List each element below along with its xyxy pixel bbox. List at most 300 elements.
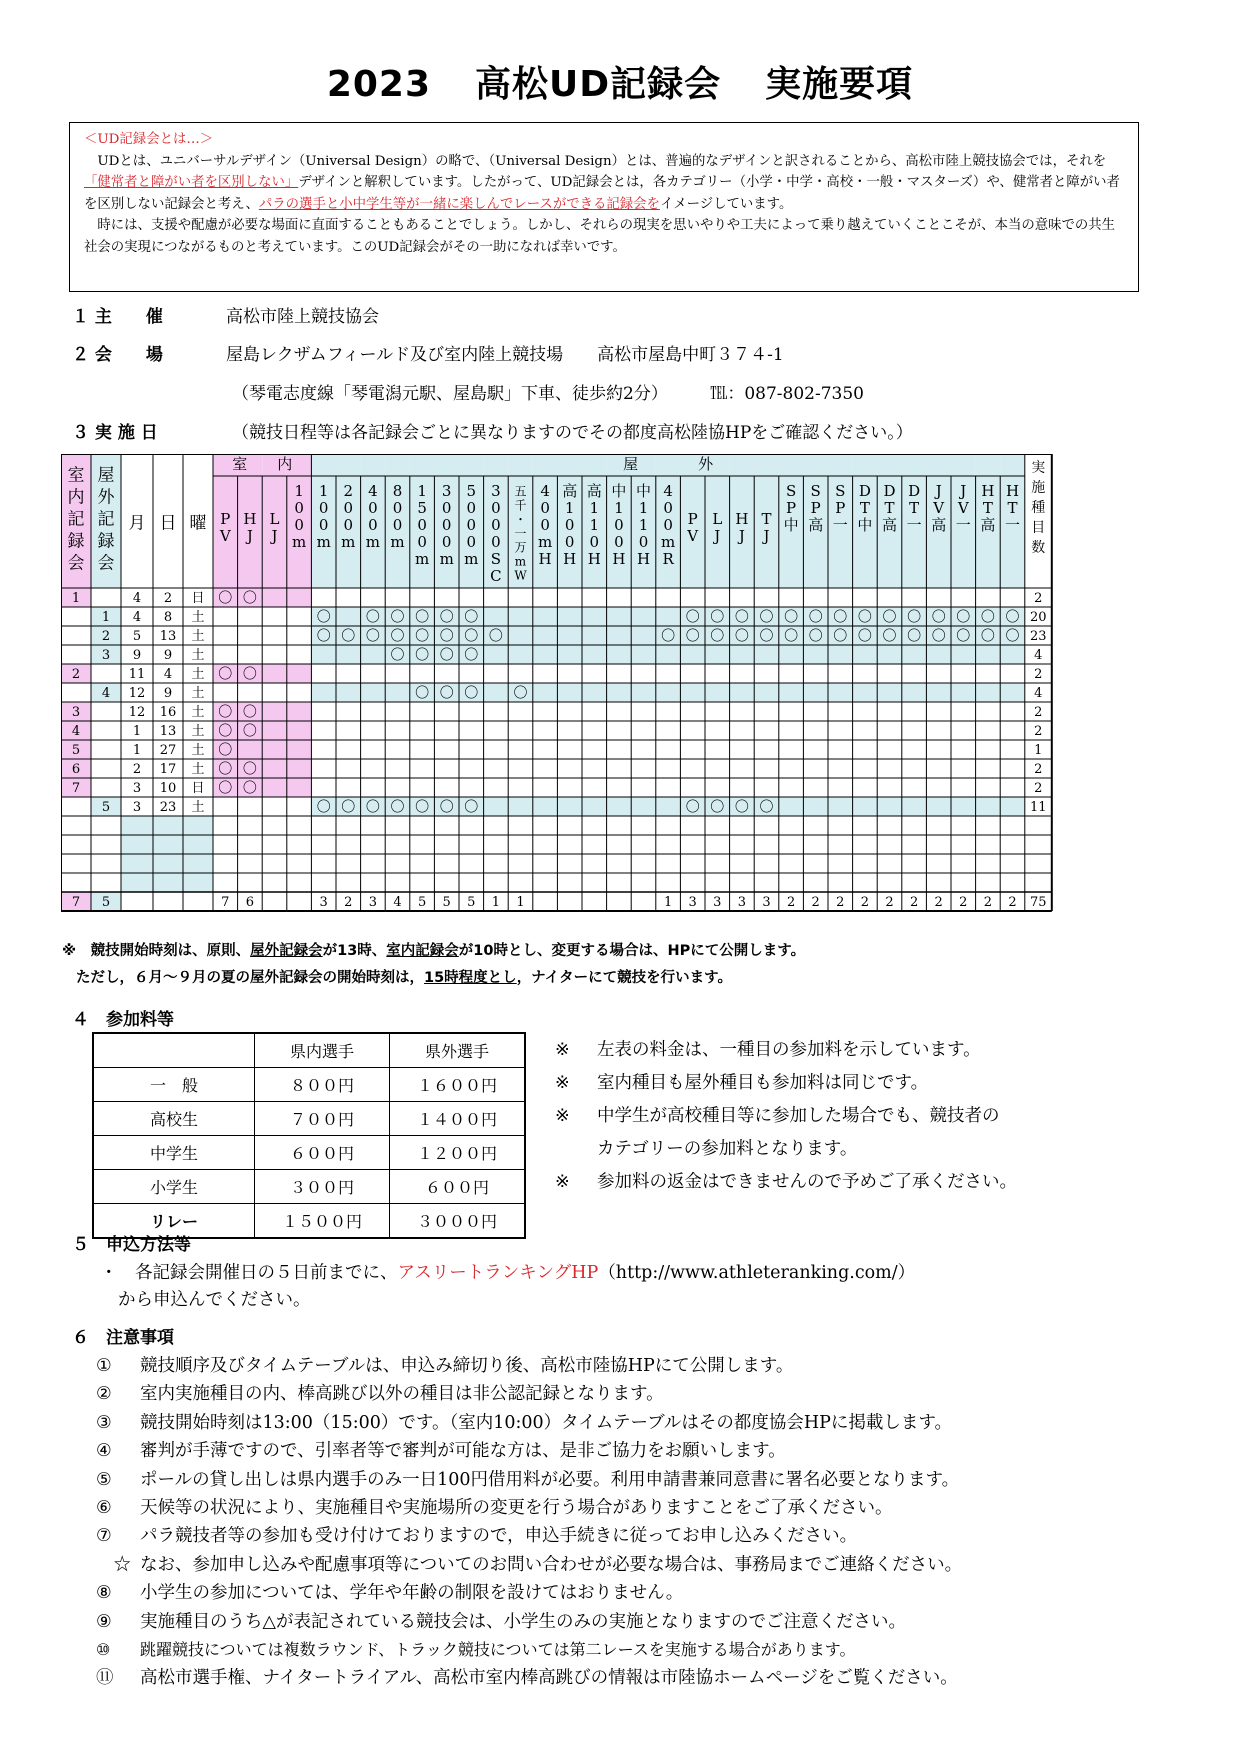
header-char: J	[935, 482, 942, 500]
caution-item	[96, 1352, 962, 1380]
header-char: 0	[318, 499, 329, 517]
header-char: H	[1005, 482, 1020, 500]
section-1-label: １ 主 催	[72, 307, 163, 327]
row-weekday: 土	[191, 667, 205, 682]
fee-header-blank	[93, 1033, 255, 1068]
row-weekday: 土	[191, 743, 205, 758]
indoor-row-bg	[262, 702, 287, 721]
header-event	[219, 510, 232, 545]
event-mark: 〇	[218, 761, 233, 778]
outdoor-row-bg	[557, 797, 582, 816]
event-mark: 〇	[710, 628, 725, 645]
row-outdoor-meet: 5	[101, 800, 111, 815]
row-weekday: 土	[191, 610, 205, 625]
outdoor-row-bg	[484, 607, 509, 626]
schedule-grid	[61, 454, 1157, 926]
row-weekday: 土	[191, 724, 205, 739]
caution-text: 審判が手薄ですので、引率者等で審判が可能な方は、是非ご協力をお願いします。	[140, 1441, 786, 1462]
outdoor-row-bg	[656, 683, 681, 702]
event-mark: 〇	[218, 723, 233, 740]
row-weekday: 土	[191, 686, 205, 701]
event-mark: 〇	[242, 590, 257, 607]
outdoor-row-bg	[607, 607, 632, 626]
event-mark: 〇	[242, 723, 257, 740]
fee-row	[93, 1170, 525, 1204]
total-event-count: 2	[344, 895, 353, 910]
outdoor-row-bg	[705, 683, 730, 702]
row-weekday: 土	[191, 800, 205, 815]
header-char: 0	[564, 516, 575, 534]
fee-header-row	[93, 1033, 525, 1068]
outdoor-row-bg	[582, 626, 607, 645]
row-total: 4	[1034, 648, 1043, 663]
outdoor-row-bg	[361, 683, 386, 702]
header-char: 4	[368, 482, 378, 500]
header-char: 0	[466, 533, 477, 551]
header-char: T	[1007, 499, 1018, 517]
total-event-count: 5	[467, 895, 476, 910]
header-char: 0	[392, 516, 403, 534]
header-char: C	[490, 567, 502, 585]
caution-text: 小学生の参加については、学年や年齢の制限を設けてはおりません。	[140, 1583, 684, 1604]
header-indoor-group: 室 内	[232, 455, 293, 473]
indoor-row-bg	[287, 702, 312, 721]
row-total: 11	[1030, 800, 1047, 815]
header-char: W	[514, 568, 527, 583]
fee-header-out: 県外選手	[390, 1033, 526, 1068]
header-char: 種	[1031, 500, 1046, 516]
note-mark: ※	[555, 1073, 570, 1093]
outdoor-row-bg	[877, 797, 902, 816]
outdoor-row-bg	[705, 645, 730, 664]
outdoor-row-bg	[508, 797, 533, 816]
event-mark: 〇	[488, 628, 503, 645]
header-char: 0	[441, 499, 452, 517]
outdoor-row-bg	[1000, 797, 1025, 816]
indoor-row-bg	[238, 740, 263, 759]
row-month: 12	[128, 705, 146, 720]
fee-in: ６００円	[255, 1136, 390, 1170]
total-event-count: 1	[516, 895, 525, 910]
event-mark: 〇	[242, 761, 257, 778]
row-total: 2	[1034, 705, 1043, 720]
header-char: J	[271, 527, 278, 545]
outdoor-row-bg	[484, 797, 509, 816]
event-mark: 〇	[242, 704, 257, 721]
event-mark: 〇	[734, 628, 749, 645]
event-mark: 〇	[882, 628, 897, 645]
caution-text: 高松市選手権、ナイタートライアル、高松市室内棒高跳びの情報は市陸協ホームページをご覧ください。	[140, 1668, 958, 1689]
event-mark: 〇	[365, 799, 380, 816]
total-event-count: 6	[245, 895, 255, 910]
fee-note-3b	[555, 1133, 1017, 1166]
event-mark: 〇	[734, 609, 749, 626]
header-char: H	[981, 482, 995, 500]
row-day: 2	[163, 591, 173, 606]
event-mark: 〇	[882, 609, 897, 626]
header-char: 一	[832, 516, 848, 534]
fee-row	[93, 1068, 525, 1102]
fee-in: １５００円	[255, 1204, 390, 1239]
outdoor-row-bg	[631, 683, 656, 702]
event-mark: 〇	[341, 628, 356, 645]
outdoor-row-bg	[803, 645, 828, 664]
header-char: 内	[67, 487, 85, 508]
header-char: P	[687, 510, 698, 528]
caution-item	[96, 1636, 962, 1664]
event-mark: 〇	[390, 799, 405, 816]
outdoor-row-bg	[803, 797, 828, 816]
intro-heading: ＜UD記録会とは…＞	[84, 132, 214, 147]
athleteranking-link[interactable]: アスリートランキングHP	[397, 1263, 599, 1283]
event-mark: 〇	[415, 628, 430, 645]
header-char: m	[365, 533, 381, 551]
header-char: m	[291, 533, 307, 551]
fee-row	[93, 1136, 525, 1170]
total-event-count: 2	[909, 895, 919, 910]
header-total	[1031, 460, 1045, 556]
header-char: D	[858, 482, 871, 500]
header-char: H	[243, 510, 257, 528]
header-char: m	[316, 533, 331, 551]
outdoor-row-bg	[828, 797, 853, 816]
caution-item	[96, 1522, 962, 1550]
event-mark: 〇	[242, 666, 257, 683]
event-mark: 〇	[784, 628, 799, 645]
row-month: 4	[132, 591, 142, 606]
header-char: 4	[540, 482, 550, 500]
header-month: 月	[128, 513, 146, 534]
title-name: 高松UD記録会	[475, 64, 722, 105]
row-day: 27	[159, 743, 177, 758]
event-mark: 〇	[759, 609, 774, 626]
caution-text: 室内実施種目の内、棒高跳び以外の種目は非公認記録となります。	[140, 1384, 664, 1405]
fee-header-in: 県内選手	[255, 1033, 390, 1068]
total-indoor-meets: 7	[71, 895, 81, 910]
outdoor-row-bg	[853, 797, 878, 816]
indoor-row-bg	[262, 588, 287, 607]
event-mark: 〇	[415, 609, 430, 626]
caution-text: パラ競技者等の参加も受け付けておりますので，申込手続きに従ってお申し込みください。	[140, 1526, 858, 1547]
row-month: 12	[128, 686, 146, 701]
header-char: P	[786, 499, 797, 517]
header-char: D	[883, 482, 896, 500]
outdoor-row-bg	[853, 683, 878, 702]
header-char: 0	[343, 499, 354, 517]
event-mark: 〇	[316, 799, 331, 816]
outdoor-row-bg	[385, 683, 410, 702]
total-event-count: 3	[368, 895, 378, 910]
caution-text: 跳躍競技については複数ラウンド、トラック競技については第二レースを実施する場合があります。	[140, 1640, 856, 1660]
header-char: 目	[1031, 520, 1046, 536]
outdoor-row-bg	[976, 797, 1001, 816]
event-mark: 〇	[513, 685, 528, 702]
total-event-count: 3	[737, 895, 747, 910]
header-char: 記	[67, 509, 85, 530]
row-day: 9	[163, 648, 173, 663]
page-title	[0, 56, 1240, 107]
header-char: P	[835, 499, 846, 517]
outdoor-row-bg	[902, 797, 927, 816]
outdoor-row-bg	[533, 645, 558, 664]
row-indoor-meet: 4	[71, 724, 81, 739]
fee-out: ３０００円	[390, 1204, 526, 1239]
event-mark: 〇	[464, 647, 479, 664]
caution-number: ⑨	[96, 1611, 112, 1632]
header-char: 0	[614, 516, 624, 534]
header-char: 1	[589, 516, 600, 534]
event-mark: 〇	[1005, 628, 1020, 645]
outdoor-row-bg	[754, 645, 779, 664]
header-char: 3	[441, 482, 452, 500]
total-event-count: 2	[811, 895, 820, 910]
outdoor-row-bg	[976, 683, 1001, 702]
row-month: 3	[132, 800, 142, 815]
venue: 屋島レクザムフィールド及び室内陸上競技場 高松市屋島中町３７４-1	[226, 345, 784, 365]
note-1e: が10時とし、変更する場合は、HPにて公開します。	[458, 943, 806, 959]
header-char: 1	[638, 516, 649, 534]
event-mark: 〇	[464, 628, 479, 645]
row-outdoor-meet: 3	[101, 648, 111, 663]
header-char: 録	[67, 531, 85, 552]
outdoor-row-bg	[361, 645, 386, 664]
caution-item	[96, 1380, 962, 1408]
caution-item	[96, 1409, 962, 1437]
header-char: 一	[955, 516, 971, 534]
header-char: V	[957, 499, 969, 517]
caution-text: 実施種目のうち△が表記されている競技会は、小学生のみの実施となりますのでご注意ください。	[140, 1611, 906, 1632]
caution-number: ④	[96, 1441, 112, 1462]
outdoor-row-bg	[631, 645, 656, 664]
header-char: P	[220, 510, 231, 528]
row-day: 8	[163, 610, 173, 625]
header-char: 中	[783, 516, 799, 534]
indoor-row-bg	[287, 588, 312, 607]
row-total: 2	[1034, 667, 1043, 682]
header-char: L	[712, 510, 723, 528]
header-char: D	[908, 482, 921, 500]
header-char: 0	[417, 516, 427, 534]
header-char: 3	[491, 482, 501, 500]
note-mark: ※	[555, 1172, 570, 1192]
row-day: 16	[159, 705, 177, 720]
outdoor-row-bg	[631, 797, 656, 816]
fee-in: ３００円	[255, 1170, 390, 1204]
fee-note-text: 左表の料金は、一種目の参加料を示しています。	[597, 1040, 981, 1060]
outdoor-row-bg	[779, 645, 804, 664]
fee-out: １６００円	[390, 1068, 526, 1102]
total-event-count: 7	[221, 895, 230, 910]
header-char: 記	[97, 509, 115, 530]
indoor-row-bg	[262, 721, 287, 740]
note-mark: ※	[555, 1040, 570, 1060]
event-mark: 〇	[980, 628, 995, 645]
header-char: 0	[663, 516, 673, 534]
intro-highlight-1: 「健常者と障がい者を区別しない」	[84, 175, 299, 190]
section-6-label: ６ 注意事項	[72, 1328, 174, 1348]
header-char: 0	[663, 499, 673, 517]
apply-line-2: から申込んでください。	[118, 1290, 311, 1310]
event-mark: 〇	[907, 628, 922, 645]
event-mark: 〇	[808, 628, 823, 645]
header-char: H	[612, 550, 626, 568]
header-char: 施	[1031, 480, 1046, 496]
total-event-count: 2	[860, 895, 870, 910]
event-mark: 〇	[759, 628, 774, 645]
caution-number: ⑤	[96, 1469, 112, 1490]
event-mark: 〇	[341, 799, 356, 816]
title-suffix: 実施要項	[765, 64, 914, 105]
header-char: m	[341, 533, 356, 551]
outdoor-row-bg	[533, 797, 558, 816]
header-char: 1	[564, 499, 575, 517]
event-mark: 〇	[365, 609, 380, 626]
header-char: 高	[808, 516, 824, 534]
caution-item	[96, 1437, 962, 1465]
header-char: 0	[540, 499, 550, 517]
header-char: 0	[491, 516, 501, 534]
event-mark: 〇	[242, 780, 257, 797]
outdoor-row-bg	[926, 683, 951, 702]
indoor-row-bg	[262, 759, 287, 778]
header-char: 一	[906, 516, 922, 534]
header-char: 数	[1031, 540, 1046, 556]
intro-p1c: デザインと解釈しています。したがって、UD記録会とは，各カテゴリー（小学・中学・高校・一般・マスターズ）や、健常者と障がい者を区別しない記録会と考え、	[84, 175, 1120, 212]
event-mark: 〇	[1005, 609, 1020, 626]
row-outdoor-meet: 1	[101, 610, 111, 625]
outdoor-row-bg	[730, 645, 755, 664]
note-mark: ※	[555, 1106, 570, 1126]
row-total: 23	[1030, 629, 1047, 644]
outdoor-row-bg	[336, 607, 361, 626]
caution-number: ③	[96, 1412, 112, 1433]
caution-text: 天候等の状況により、実施種目や実施場所の変更を行う場合がありますことをご了承ください。	[140, 1498, 893, 1519]
header-char: 高	[931, 516, 947, 534]
header-char: 0	[638, 533, 649, 551]
row-day: 4	[163, 667, 173, 682]
row-month: 4	[132, 610, 142, 625]
event-mark: 〇	[439, 685, 454, 702]
header-char: 1	[638, 499, 649, 517]
outdoor-row-bg	[853, 645, 878, 664]
blank-row-date-bg	[121, 835, 213, 854]
header-char: 0	[294, 516, 304, 534]
header-char: H	[587, 550, 601, 568]
total-event-count: 2	[885, 895, 894, 910]
apply-url: （http://www.athleteranking.com/）	[598, 1263, 916, 1283]
event-mark: 〇	[218, 590, 233, 607]
header-char: T	[884, 499, 895, 517]
indoor-row-bg	[262, 778, 287, 797]
total-event-count: 2	[1008, 895, 1017, 910]
header-char: ・	[514, 512, 527, 527]
time-notes	[62, 938, 805, 992]
outdoor-row-bg	[607, 626, 632, 645]
header-char: S	[810, 482, 821, 500]
event-mark: 〇	[316, 609, 331, 626]
row-weekday: 土	[191, 648, 205, 663]
indoor-row-bg	[287, 740, 312, 759]
outdoor-row-bg	[557, 626, 582, 645]
event-mark: 〇	[218, 666, 233, 683]
event-mark: 〇	[415, 685, 430, 702]
caution-text: ポールの貸し出しは県内選手のみ一日100円借用料が必要。利用申請書兼同意書に署名必要となります。	[140, 1469, 960, 1490]
outdoor-row-bg	[976, 645, 1001, 664]
caution-number: ①	[96, 1356, 112, 1376]
indoor-row-bg	[262, 664, 287, 683]
intro-paragraph-2	[84, 215, 1124, 258]
intro-p2: 時には、支援や配慮が必要な場面に直面することもあることでしょう。しかし、それらの現実を思いやりや工夫によって乗り越えていくことこそが、本当の意味での共生社会の実現につながるものと考えています。このUD記録会がその一助になれば幸いです。	[84, 218, 1116, 255]
blank-row-date-bg	[121, 854, 213, 873]
header-char: 0	[392, 499, 403, 517]
header-char: 0	[589, 533, 600, 551]
row-day: 13	[159, 629, 177, 644]
total-event-count: 3	[713, 895, 722, 910]
header-char: R	[662, 550, 674, 568]
row-month: 5	[132, 629, 142, 644]
header-char: 5	[417, 499, 427, 517]
event-mark: 〇	[415, 799, 430, 816]
header-char: 中	[635, 482, 652, 500]
header-char: T	[909, 499, 920, 517]
outdoor-row-bg	[902, 683, 927, 702]
total-event-count: 3	[688, 895, 697, 910]
header-char: 4	[663, 482, 673, 500]
intro-box	[69, 122, 1139, 292]
caution-item	[96, 1579, 962, 1607]
event-mark: 〇	[710, 799, 725, 816]
event-mark: 〇	[685, 609, 700, 626]
outdoor-row-bg	[951, 645, 976, 664]
outdoor-row-bg	[730, 683, 755, 702]
section-2-label: ２ 会 場	[72, 345, 163, 365]
outdoor-row-bg	[656, 645, 681, 664]
event-mark: 〇	[365, 628, 380, 645]
intro-highlight-2: パラの選手と小中学生等が一緒に楽しんでレースができる記録会を	[258, 196, 660, 212]
fee-in: ７００円	[255, 1102, 390, 1136]
caution-number: ②	[96, 1384, 112, 1405]
header-char: 1	[318, 482, 329, 500]
header-char: 1	[614, 499, 624, 517]
header-char: 録	[97, 531, 115, 552]
note-1c: が13時、	[322, 943, 387, 959]
header-char: 0	[441, 516, 452, 534]
event-mark: 〇	[390, 628, 405, 645]
outdoor-row-bg	[582, 797, 607, 816]
total-event-count: 2	[959, 895, 968, 910]
outdoor-row-bg	[336, 645, 361, 664]
outdoor-row-bg	[951, 683, 976, 702]
fee-out: ６００円	[390, 1170, 526, 1204]
indoor-row-bg	[287, 778, 312, 797]
header-char: 五	[514, 484, 527, 499]
caution-item	[96, 1608, 962, 1636]
row-total: 4	[1034, 686, 1043, 701]
note-1a: ※ 競技開始時刻は、原則、	[62, 943, 251, 959]
row-day: 9	[163, 686, 173, 701]
note-1d: 室内記録会	[386, 943, 459, 959]
intro-paragraph-1	[84, 151, 1124, 216]
header-char: 2	[343, 482, 354, 500]
note-2a: ただし，６月～９月の夏の屋外記録会の開始時刻は，	[76, 970, 424, 986]
fee-note-text: 中学生が高校種目等に参加した場合でも、競技者の	[597, 1106, 1000, 1126]
fee-in: ８００円	[255, 1068, 390, 1102]
outdoor-row-bg	[336, 683, 361, 702]
header-char: J	[738, 527, 745, 545]
header-char: J	[246, 527, 253, 545]
row-indoor-meet: 5	[71, 743, 81, 758]
outdoor-row-bg	[1000, 683, 1025, 702]
